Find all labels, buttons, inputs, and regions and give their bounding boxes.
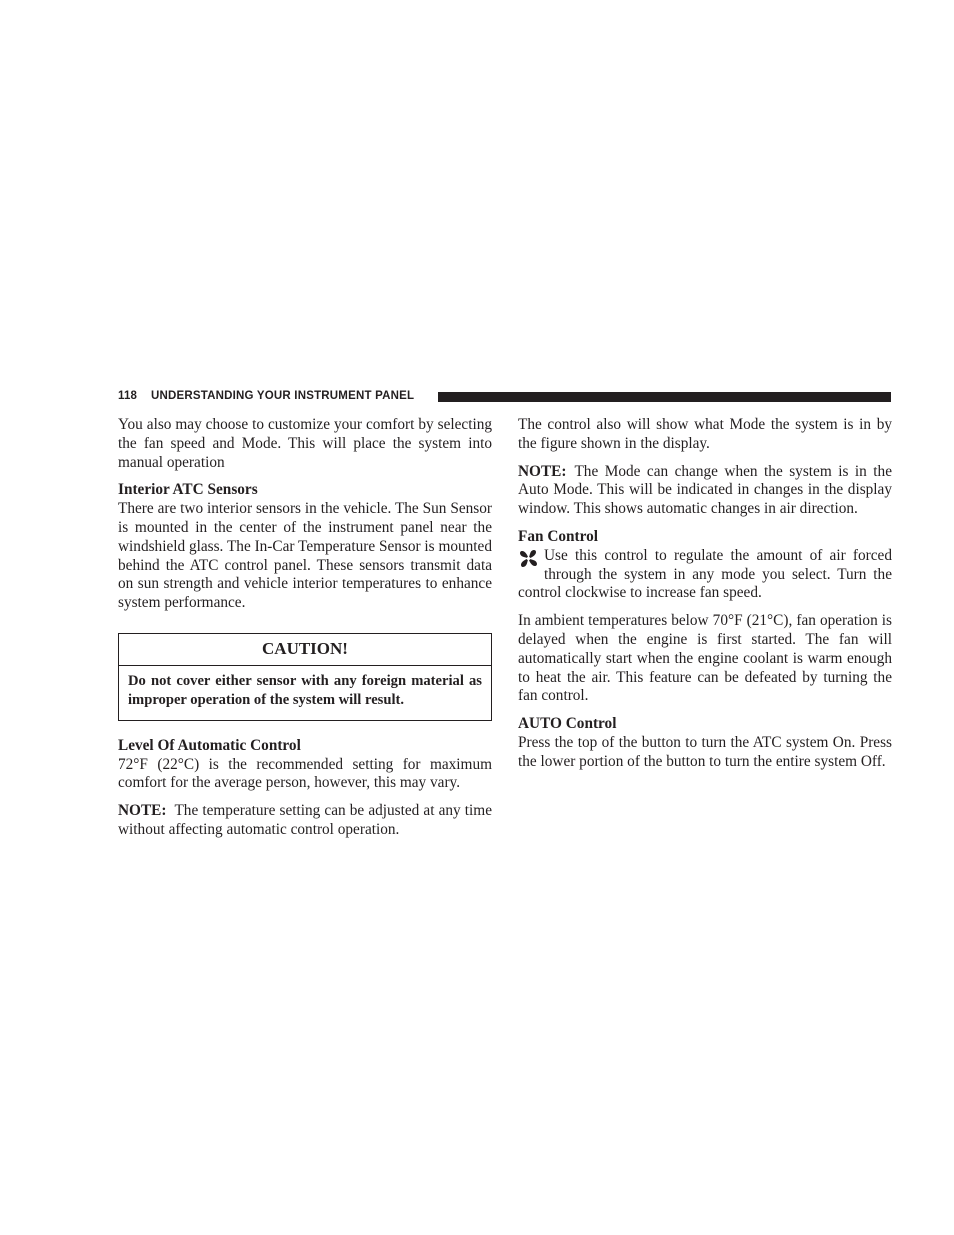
- page-number: 118: [118, 390, 138, 402]
- intro-paragraph: You also may choose to customize your comfort by selecting the fan speed and Mode. This will place the system into manual operation: [118, 416, 492, 471]
- fan-icon: [518, 548, 539, 569]
- level-heading: Level Of Automatic Control: [118, 736, 301, 754]
- note-text: The temperature setting can be adjusted at any time without affecting automatic control operation.: [118, 802, 492, 838]
- ambient-paragraph: In ambient temperatures below 70°F (21°C), fan operation is delayed when the engine is first started. The fan will automatically start when the engine coolant is warm enough to heat the air. This feature can be defeated by turning the fan control.: [518, 612, 892, 705]
- page-header: [118, 389, 891, 405]
- note-paragraph: [118, 802, 492, 840]
- section-title: UNDERSTANDING YOUR INSTRUMENT PANEL: [151, 390, 415, 402]
- left-column: [118, 416, 492, 849]
- fan-text: Use this control to regulate the amount of air forced through the system in any mode you select. Turn the control clockwise to increase fan speed.: [518, 546, 892, 602]
- note-label: NOTE:: [118, 802, 167, 820]
- fan-paragraph: [518, 547, 892, 603]
- mode-note-label: NOTE:: [518, 462, 567, 480]
- fan-heading: Fan Control: [518, 527, 599, 545]
- header-bar: [438, 392, 891, 402]
- auto-paragraph: Press the top of the button to turn the ATC system On. Press the lower portion of the button to turn the entire system Off.: [518, 733, 892, 770]
- sensors-heading: Interior ATC Sensors: [118, 481, 258, 499]
- caution-box: [118, 633, 492, 721]
- mode-note-text: The Mode can change when the system is in the Auto Mode. This will be indicated in changes in the display window. This shows automatic changes in air direction.: [518, 462, 892, 518]
- level-paragraph: 72°F (22°C) is the recommended setting for maximum comfort for the average person, however, this may vary.: [118, 755, 492, 792]
- sensors-paragraph: There are two interior sensors in the vehicle. The Sun Sensor is mounted in the center of the instrument panel near the windshield glass. The In-Car Temperature Sensor is mounted behind the ATC control panel. These sensors transmit data on sun strength and vehicle interior temperatures to enhance system performance.: [118, 500, 492, 612]
- mode-note-paragraph: [518, 463, 892, 519]
- auto-heading: AUTO Control: [518, 715, 617, 733]
- mode-paragraph: The control also will show what Mode the system is in by the figure shown in the display.: [518, 416, 892, 452]
- caution-text: Do not cover either sensor with any foreign material as improper operation of the system will result.: [128, 672, 482, 708]
- caution-title: CAUTION!: [119, 634, 491, 666]
- right-column: [518, 416, 892, 781]
